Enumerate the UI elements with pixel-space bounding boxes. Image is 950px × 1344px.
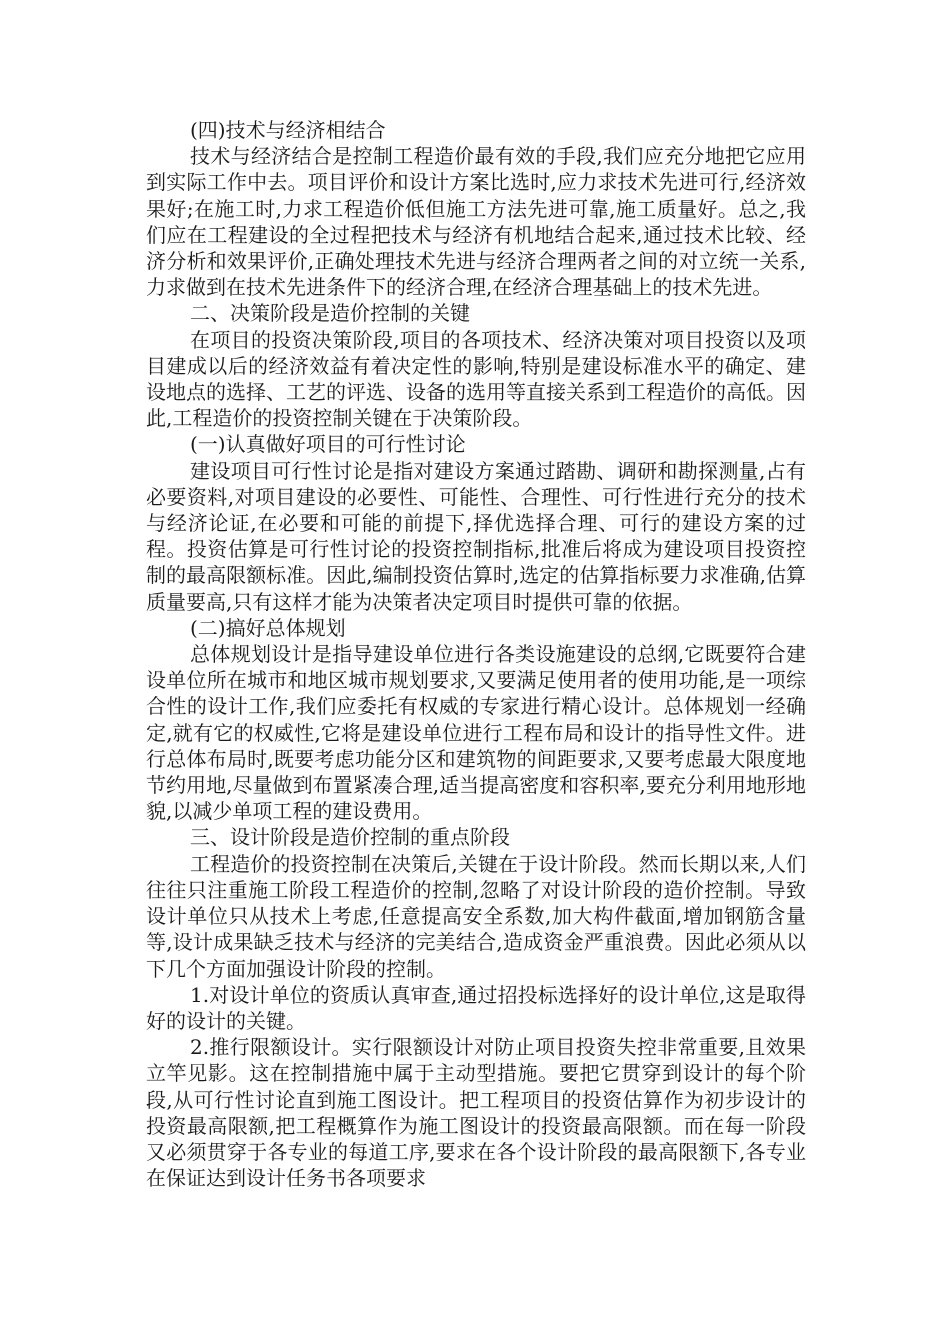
paragraph-decision-stage: 在项目的投资决策阶段,项目的各项技术、经济决策对项目投资以及项目建成以后的经济效益有着决定性的影响,特别是建设标准水平的确定、建设地点的选择、工艺的评选、设备的选用等直接关系到工程造价的高低。因此,工程造价的投资控制关键在于决策阶段。 xyxy=(146,327,806,431)
section-heading-feasibility-study: (一)认真做好项目的可行性讨论 xyxy=(190,432,466,457)
section-heading-overall-planning: (二)搞好总体规划 xyxy=(190,615,346,640)
paragraph-technology-economy: 技术与经济结合是控制工程造价最有效的手段,我们应充分地把它应用到实际工作中去。项目评价和设计方案比选时,应力求技术先进可行,经济效果好;在施工时,力求工程造价低但施工方法先进可靠,施工质量好。总之,我们应在工程建设的全过程把技术与经济有机地结合起来,通过技术比较、经济分析和效果评价,正确处理技术先进与经济合理两者之间的对立统一关系,力求做到在技术先进条件下的经济合理,在经济合理基础上的技术先进。 xyxy=(146,144,806,300)
paragraph-overall-planning: 总体规划设计是指导建设单位进行各类设施建设的总纲,它既要符合建设单位所在城市和地区城市规划要求,又要满足使用者的使用功能,是一项综合性的设计工作,我们应委托有权威的专家进行精心设计。总体规划一经确定,就有它的权威性,它将是建设单位进行工程布局和设计的指导性文件。进行总体布局时,既要考虑功能分区和建筑物的间距要求,又要考虑最大限度地节约用地,尽量做到布置紧凑合理,适当提高密度和容积率,要充分利用地形地貌,以减少单项工程的建设费用。 xyxy=(146,642,806,824)
section-heading-decision-stage: 二、决策阶段是造价控制的关键 xyxy=(190,301,470,326)
paragraph-feasibility-study: 建设项目可行性讨论是指对建设方案通过踏勘、调研和勘探测量,占有必要资料,对项目建设的必要性、可能性、合理性、可行性进行充分的技术与经济论证,在必要和可能的前提下,择优选择合理、可行的建设方案的过程。投资估算是可行性讨论的投资控制指标,批准后将成为建设项目投资控制的最高限额标准。因此,编制投资估算时,选定的估算指标要力求准确,估算质量要高,只有这样才能为决策者决定项目时提供可靠的依据。 xyxy=(146,458,806,614)
paragraph-design-stage: 工程造价的投资控制在决策后,关键在于设计阶段。然而长期以来,人们往往只注重施工阶段工程造价的控制,忽略了对设计阶段的造价控制。导致设计单位只从技术上考虑,任意提高安全系数,加大构件截面,增加钢筋含量等,设计成果缺乏技术与经济的完美结合,造成资金严重浪费。因此必须从以下几个方面加强设计阶段的控制。 xyxy=(146,851,806,981)
paragraph-design-item-2: 2.推行限额设计。实行限额设计对防止项目投资失控非常重要,且效果立竿见影。这在控制措施中属于主动型措施。要把它贯穿到设计的每个阶段,从可行性讨论直到施工图设计。把工程项目的投资估算作为初步设计的投资最高限额,把工程概算作为施工图设计的投资最高限额。而在每一阶段又必须贯穿于各专业的每道工序,要求在各个设计阶段的最高限额下,各专业在保证达到设计任务书各项要求 xyxy=(146,1035,806,1191)
paragraph-design-item-1: 1.对设计单位的资质认真审查,通过招投标选择好的设计单位,这是取得好的设计的关键。 xyxy=(146,982,806,1033)
section-heading-technology-economy: (四)技术与经济相结合 xyxy=(190,118,386,142)
document-body xyxy=(146,117,806,1191)
section-heading-design-stage: 三、设计阶段是造价控制的重点阶段 xyxy=(190,825,510,850)
